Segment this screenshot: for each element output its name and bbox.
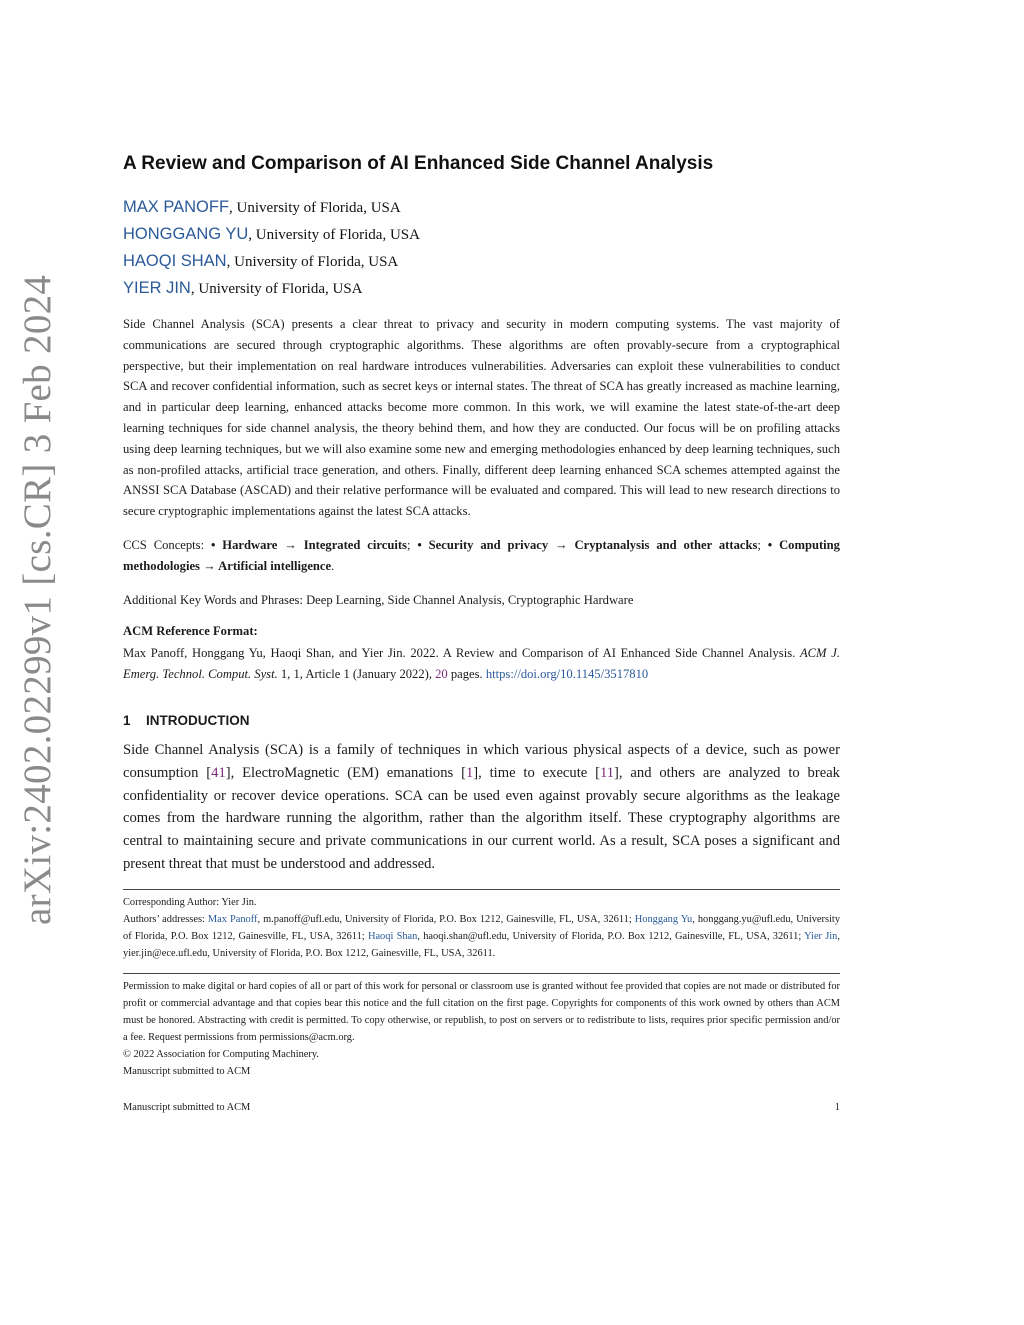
footer-manuscript: Manuscript submitted to ACM [123,1102,251,1113]
ccs-concept: • Computing methodologies → Artificial intelligence [123,538,840,573]
author-name[interactable]: MAX PANOFF [123,198,230,216]
section-heading [123,713,250,728]
page-count-link[interactable]: 20 [435,666,448,681]
author-affiliation: , University of Florida, USA [226,254,399,270]
citation-link[interactable]: 1 [465,764,474,781]
ccs-concept: • Security and privacy → Cryptanalysis and other attacks [417,538,758,552]
reference-journal: ACM J. Emerg. Technol. Comput. Syst. [123,646,840,681]
manuscript-note: Manuscript submitted to ACM [123,1066,251,1077]
address-text: , yier.jin@ece.ufl.edu, University of Florida, P.O. Box 1212, Gainesville, FL, USA, 32611. [123,931,840,959]
ccs-label: CCS Concepts: [123,538,211,552]
citation-link[interactable]: 41 [211,764,226,781]
addresses-label: Authors’ addresses: [123,914,208,925]
author-name[interactable]: YIER JIN [123,279,191,297]
reference-text: 1, 1, Article 1 (January 2022), [277,666,436,681]
intro-text: Side Channel Analysis (SCA) is a family of techniques in which various physical aspects of a device, such as power consumption [ [123,742,840,781]
corresponding-author: Corresponding Author: Yier Jin. [123,897,257,908]
intro-text: ], time to execute [ [473,764,600,781]
author-footnote [123,894,840,962]
citation-link[interactable]: 11 [599,764,615,781]
reference-heading: ACM Reference Format: [123,624,258,638]
reference-text: Max Panoff, Honggang Yu, Haoqi Shan, and Yier Jin. 2022. A Review and Comparison of AI Enhanced Side Channel Analysis. [123,646,800,660]
abstract: Side Channel Analysis (SCA) presents a clear threat to privacy and security in modern computing systems. The vast majority of communications are secured through cryptographic algorithms. These algorithms are often provably-secure from a cryptographical perspective, but their implementation on real hardware introduces vulnerabilities. Adversaries can exploit these vulnerabilities to conduct SCA and recover confidential information, such as secret keys or internal states. The threat of SCA has greatly increased as machine learning, and in particular deep learning, enhanced attacks become more common. In this work, we will examine the latest state-of-the-art deep learning techniques for side channel analysis, the theory behind them, and how they are conducted. Our focus will be on profiling attacks using deep learning techniques, but we will also examine some new and emerging methodologies enhanced by deep learning techniques, such as non-profiled attacks, artificial trace generation, and others. Finally, different deep learning enhanced SCA schemes attempted against the ANSSI SCA Database (ASCAD) and their relative performance will be evaluated and compared. This will lead to new research directions to secure cryptographic implementations against the latest SCA attacks. [123,317,840,519]
author-line [123,279,843,298]
ccs-end: . [331,558,335,573]
reference-format [123,643,840,685]
author-name[interactable]: HAOQI SHAN [123,252,227,270]
address-text: , honggang.yu@ufl.edu, University of Florida, P.O. Box 1212, Gainesville, FL, USA, 32611; [123,914,841,942]
author-addresses [123,911,840,962]
permission-text: Permission to make digital or hard copies of all or part of this work for personal or classroom use is granted without fee provided that copies are not made or distributed for profit or commercial advantage and that copies bear this notice and the full citation on the first page. Copyrights for components of this work owned by others than ACM must be honored. Abstracting with credit is permitted. To copy otherwise, or republish, to post on servers or to redistribute to lists, requires prior specific permission and/or a fee. Request permissions from permissions@acm.org. [123,981,840,1043]
author-affiliation: , University of Florida, USA [248,227,420,243]
author-affiliation: , University of Florida, USA [229,200,401,216]
section-number: 1 [123,713,131,728]
author-name[interactable]: HONGGANG YU [123,225,249,243]
author-line [123,252,843,271]
permission-divider [123,973,840,974]
permission-notice [123,978,840,1080]
address-text: , haoqi.shan@ufl.edu, University of Florida, P.O. Box 1212, Gainesville, FL, USA, 32611; [417,931,805,942]
section-title: INTRODUCTION [146,713,250,728]
author-link[interactable]: Haoqi Shan [367,931,418,942]
author-link[interactable]: Honggang Yu [634,914,693,925]
footnote-divider [123,889,840,890]
page-number: 1 [834,1102,840,1113]
paper-title: A Review and Comparison of AI Enhanced Side Channel Analysis [123,153,714,174]
author-link[interactable]: Yier Jin [804,931,838,942]
address-text: , m.panoff@ufl.edu, University of Florida, P.O. Box 1212, Gainesville, FL, USA, 32611; [257,914,635,925]
author-line [123,225,843,244]
ccs-concepts [123,535,840,577]
ccs-separator: ; [406,538,418,552]
intro-text: ], ElectroMagnetic (EM) emanations [ [225,764,466,781]
author-line [123,198,843,217]
intro-paragraph [123,739,840,876]
author-affiliation: , University of Florida, USA [190,281,363,297]
arxiv-identifier: arXiv:2402.02299v1 [cs.CR] 3 Feb 2024 [16,274,59,925]
ccs-separator: ; [757,538,768,552]
author-link[interactable]: Max Panoff [207,914,258,925]
reference-text: pages. [447,666,486,681]
keywords: Additional Key Words and Phrases: Deep Learning, Side Channel Analysis, Cryptographic Hardware [123,593,634,607]
intro-text: ], and others are analyzed to break confidentiality or recover device operations. SCA can be used even against provably secure algorithms as the leakage comes from the hardware running the algorithm, rather than the algorithm itself. These cryptography algorithms are central to maintaining secure and private communications in our current world. As a result, SCA poses a significant and present threat that must be understood and addressed. [123,764,840,872]
copyright-line: © 2022 Association for Computing Machinery. [123,1049,319,1060]
ccs-concept: • Hardware → Integrated circuits [210,538,407,552]
doi-link[interactable]: https://doi.org/10.1145/3517810 [485,666,649,681]
